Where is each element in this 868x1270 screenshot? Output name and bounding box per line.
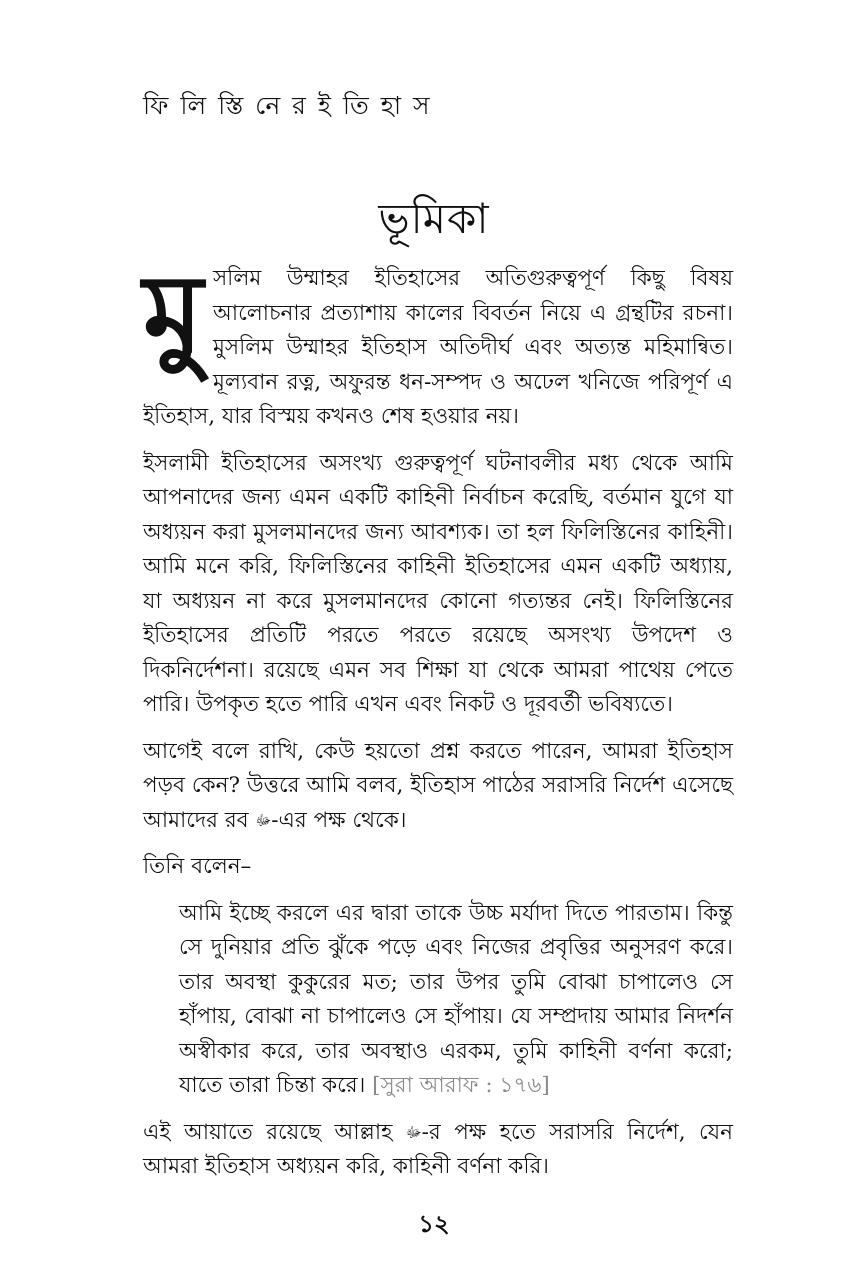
salawat-symbol: ﷻ bbox=[255, 812, 272, 829]
drop-cap: মু bbox=[143, 251, 203, 377]
quran-quote bbox=[179, 897, 733, 1104]
page-title: ভূমিকা bbox=[378, 194, 490, 243]
paragraph-5 bbox=[143, 1116, 733, 1185]
paragraph-3-text: আগেই বলে রাখি, কেউ হয়তো প্রশ্ন করতে পারেন, আমরা ইতিহাস পড়ব কেন? উত্তরে আমি বলব, ইতিহাস পাঠের সরাসরি নির্দেশ এসেছে আমাদের রব bbox=[143, 738, 733, 833]
salawat-symbol-2: ﷻ bbox=[405, 1124, 422, 1141]
paragraph-5-tail: -র পক্ষ হতে সরাসরি নির্দেশ, যেন আমরা ইতিহাস অধ্যয়ন করি, কাহিনী বর্ণনা করি। bbox=[143, 1119, 733, 1179]
running-header: ফি লি স্তি নে র ই তি হা স bbox=[143, 91, 432, 120]
paragraph-2: ইসলামী ইতিহাসের অসংখ্য গুরুত্বপূর্ণ ঘটনাবলীর মধ্য থেকে আমি আপনাদের জন্য এমন একটি কাহিনী নির্বাচন করেছি, বর্তমান যুগে যা অধ্যয়ন করা মুসলমানদের জন্য আবশ্যক। তা হল ফিলিস্তিনের কাহিনী। আমি মনে করি, ফিলিস্তিনের কাহিনী ইতিহাসের এমন একটি অধ্যায়, যা অধ্যয়ন না করে মুসলমানদের কোনো গত্যন্তর নেই। ফিলিস্তিনের ইতিহাসের প্রতিটি পরতে পরতে রয়েছে অসংখ্য উপদেশ ও দিকনির্দেশনা। রয়েছে এমন সব শিক্ষা যা থেকে আমরা পাথেয় পেতে পারি। উপকৃত হতে পারি এখন এবং নিকট ও দূরবর্তী ভবিষ্যতে। bbox=[143, 450, 733, 717]
quote-lead-in: তিনি বলেন– bbox=[143, 854, 252, 879]
page-number: ১২ bbox=[418, 1209, 450, 1238]
paragraph-5-text: এই আয়াতে রয়েছে আল্লাহ bbox=[143, 1119, 393, 1145]
quote-citation: [সুরা আরাফ : ১৭৬] bbox=[372, 1073, 550, 1098]
paragraph-3-tail: -এর পক্ষ থেকে। bbox=[271, 807, 407, 833]
quote-text: আমি ইচ্ছে করলে এর দ্বারা তাকে উচ্চ মর্যাদা দিতে পারতাম। কিন্তু সে দুনিয়ার প্রতি ঝুঁকে পড়ে এবং নিজের প্রবৃত্তির অনুসরণ করে। তার অবস্থা কুকুরের মত; তার উপর তুমি বোঝা চাপালেও সে হাঁপায়, বোঝা না চাপালেও সে হাঁপায়। যে সম্প্রদায় আমার নিদর্শন অস্বীকার করে, তার অবস্থাও এরকম, তুমি কাহিনী বর্ণনা করো; যাতে তারা চিন্তা করে। bbox=[179, 900, 733, 1098]
paragraph-3 bbox=[143, 735, 733, 839]
intro-paragraph bbox=[143, 251, 733, 435]
intro-text: সলিম উম্মাহর ইতিহাসের অতিগুরুত্বপূর্ণ কিছু বিষয় আলোচনার প্রত্যাশায় কালের বিবর্তন নিয়ে এ গ্রন্থটির রচনা। মুসলিম উম্মাহর ইতিহাস অতিদীর্ঘ এবং অত্যন্ত মহিমান্বিত। মূল্যবান রত্ন, অফুরন্ত ধন-সম্পদ ও অঢেল খনিজে পরিপূর্ণ এ ইতিহাস, যার বিস্ময় কখনও শেষ হওয়ার নয়। bbox=[143, 266, 733, 429]
body-text bbox=[143, 251, 733, 1197]
